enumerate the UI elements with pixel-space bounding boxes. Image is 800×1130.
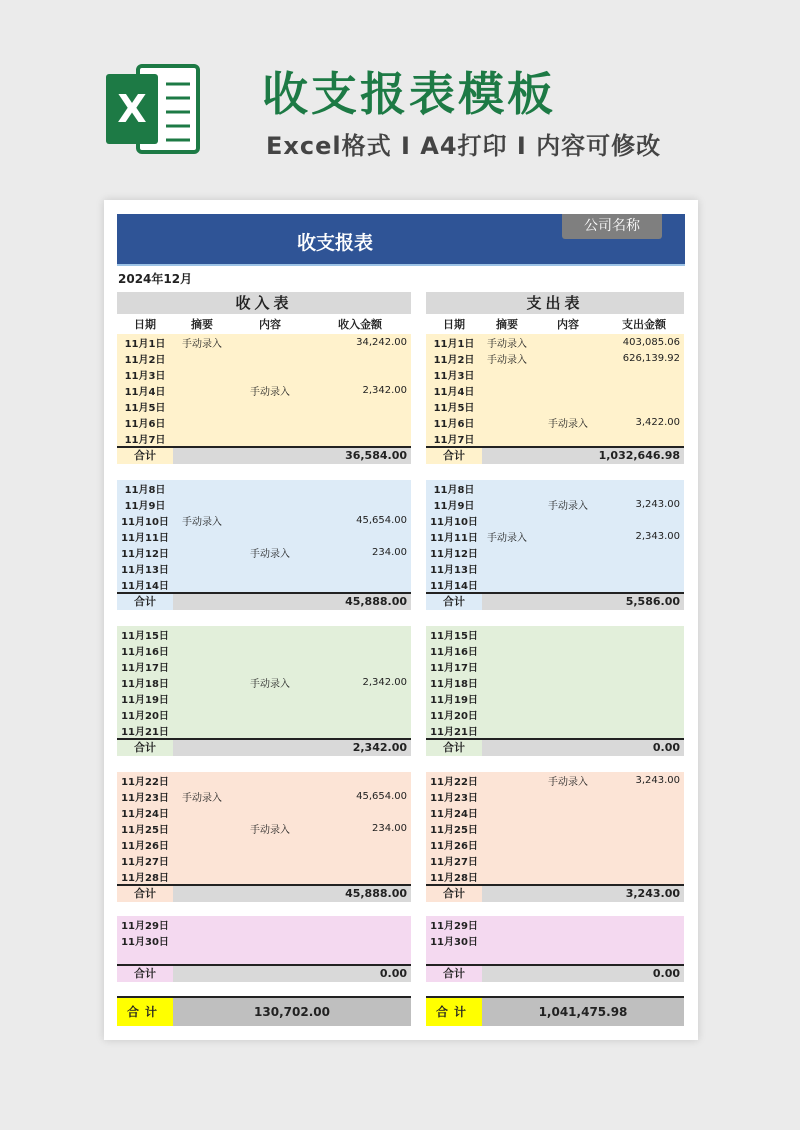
table-row	[117, 932, 411, 948]
table-row	[117, 528, 411, 544]
column-header-expense-amount: 支出金额	[622, 318, 666, 331]
date-cell[interactable]: 11月5日	[124, 402, 166, 414]
table-row	[426, 932, 684, 948]
date-cell[interactable]: 11月16日	[430, 646, 478, 658]
expense-week-rows	[426, 334, 684, 446]
column-header-summary: 摘要	[496, 318, 518, 331]
expense-week-block	[426, 916, 684, 982]
subtotal-label: 合计	[426, 966, 482, 982]
table-row	[117, 544, 411, 560]
table-row	[426, 836, 684, 852]
income-week-rows	[117, 334, 411, 446]
content-cell[interactable]: 手动录入	[548, 776, 588, 788]
date-cell[interactable]: 11月24日	[430, 808, 478, 820]
date-cell[interactable]: 11月15日	[121, 630, 169, 642]
table-row	[117, 916, 411, 932]
subtotal-label: 合计	[117, 448, 173, 464]
income-grand-total-label: 合计	[117, 998, 173, 1026]
table-row	[426, 366, 684, 382]
date-cell[interactable]: 11月3日	[124, 370, 166, 382]
date-cell[interactable]: 11月15日	[430, 630, 478, 642]
amount-cell[interactable]: 3,243.00	[635, 774, 680, 786]
column-header-content: 内容	[259, 318, 281, 331]
income-week-block	[117, 334, 411, 464]
date-cell[interactable]: 11月26日	[121, 840, 169, 852]
table-row	[426, 674, 684, 690]
date-cell[interactable]: 11月1日	[433, 338, 475, 350]
table-row	[117, 788, 411, 804]
table-row	[426, 820, 684, 836]
table-row	[117, 804, 411, 820]
expense-grand-total-label: 合计	[426, 998, 482, 1026]
date-cell[interactable]: 11月4日	[433, 386, 475, 398]
expense-week-block	[426, 626, 684, 756]
date-cell[interactable]: 11月9日	[433, 500, 475, 512]
table-row	[117, 560, 411, 576]
subtotal-value: 3,243.00	[482, 886, 684, 902]
table-row	[426, 382, 684, 398]
date-cell[interactable]: 11月30日	[430, 936, 478, 948]
table-row	[117, 382, 411, 398]
subtotal-value: 0.00	[482, 966, 684, 982]
date-cell[interactable]: 11月30日	[121, 936, 169, 948]
table-row	[426, 804, 684, 820]
summary-cell[interactable]: 手动录入	[487, 338, 527, 350]
summary-cell[interactable]: 手动录入	[487, 354, 527, 366]
income-week-rows	[117, 916, 411, 964]
table-row	[117, 674, 411, 690]
date-cell[interactable]: 11月18日	[121, 678, 169, 690]
subtotal-value: 0.00	[173, 966, 411, 982]
table-row	[117, 576, 411, 592]
date-cell[interactable]: 11月27日	[430, 856, 478, 868]
date-cell[interactable]: 11月21日	[121, 726, 169, 738]
amount-cell[interactable]: 2,343.00	[635, 530, 680, 542]
date-cell[interactable]: 11月17日	[430, 662, 478, 674]
income-grand-total-value: 130,702.00	[173, 998, 411, 1026]
table-row	[426, 626, 684, 642]
table-row	[117, 350, 411, 366]
column-header-summary: 摘要	[191, 318, 213, 331]
table-row	[117, 496, 411, 512]
expense-column-headers	[426, 314, 684, 334]
expense-grand-total	[426, 996, 684, 1026]
date-cell[interactable]: 11月28日	[121, 872, 169, 884]
income-week-rows	[117, 772, 411, 884]
hero-title: 收支报表模板	[262, 67, 556, 121]
table-row	[426, 690, 684, 706]
date-cell[interactable]: 11月29日	[430, 920, 478, 932]
content-cell[interactable]: 手动录入	[250, 678, 290, 690]
column-header-date: 日期	[134, 318, 156, 331]
table-row	[117, 868, 411, 884]
summary-cell[interactable]: 手动录入	[182, 516, 222, 528]
subtotal-label: 合计	[117, 594, 173, 610]
income-week-block	[117, 916, 411, 982]
column-header-content: 内容	[557, 318, 579, 331]
date-cell[interactable]: 11月11日	[121, 532, 169, 544]
table-row	[426, 916, 684, 932]
date-cell[interactable]: 11月13日	[430, 564, 478, 576]
table-row	[426, 334, 684, 350]
date-cell[interactable]: 11月20日	[121, 710, 169, 722]
date-cell[interactable]: 11月14日	[430, 580, 478, 592]
expense-week-subtotal	[426, 592, 684, 610]
content-cell[interactable]: 手动录入	[548, 418, 588, 430]
amount-cell[interactable]: 3,243.00	[635, 498, 680, 510]
date-cell[interactable]: 11月6日	[433, 418, 475, 430]
amount-cell[interactable]: 234.00	[372, 546, 407, 558]
date-cell[interactable]: 11月22日	[430, 776, 478, 788]
income-table	[117, 292, 411, 980]
table-row	[426, 788, 684, 804]
income-week-block	[117, 480, 411, 610]
income-week-subtotal	[117, 964, 411, 982]
expense-table	[426, 292, 684, 980]
income-week-subtotal	[117, 446, 411, 464]
subtotal-label: 合计	[117, 740, 173, 756]
expense-week-subtotal	[426, 446, 684, 464]
table-row	[117, 772, 411, 788]
content-cell[interactable]: 手动录入	[250, 386, 290, 398]
table-row	[117, 626, 411, 642]
expense-week-block	[426, 772, 684, 902]
amount-cell[interactable]: 403,085.06	[622, 336, 680, 348]
expense-week-subtotal	[426, 884, 684, 902]
expense-week-rows	[426, 916, 684, 964]
table-row	[117, 690, 411, 706]
amount-cell[interactable]: 45,654.00	[356, 790, 407, 802]
table-row	[117, 706, 411, 722]
date-cell[interactable]: 11月25日	[121, 824, 169, 836]
subtotal-label: 合计	[426, 886, 482, 902]
income-column-headers	[117, 314, 411, 334]
income-week-subtotal	[117, 592, 411, 610]
summary-cell[interactable]: 手动录入	[182, 792, 222, 804]
table-row	[117, 334, 411, 350]
table-row	[117, 430, 411, 446]
table-row	[426, 430, 684, 446]
table-row	[117, 414, 411, 430]
subtotal-value: 1,032,646.98	[482, 448, 684, 464]
amount-cell[interactable]: 2,342.00	[362, 384, 407, 396]
company-name-tab[interactable]: 公司名称	[562, 214, 662, 239]
subtotal-value: 45,888.00	[173, 886, 411, 902]
amount-cell[interactable]: 34,242.00	[356, 336, 407, 348]
date-cell[interactable]: 11月19日	[121, 694, 169, 706]
table-row	[117, 820, 411, 836]
date-cell[interactable]: 11月8日	[433, 484, 475, 496]
amount-cell[interactable]: 234.00	[372, 822, 407, 834]
date-cell[interactable]: 11月9日	[124, 500, 166, 512]
table-row	[117, 852, 411, 868]
subtotal-label: 合计	[117, 966, 173, 982]
subtotal-value: 45,888.00	[173, 594, 411, 610]
column-header-date: 日期	[443, 318, 465, 331]
table-row	[426, 350, 684, 366]
date-cell[interactable]: 11月24日	[121, 808, 169, 820]
date-cell[interactable]: 11月6日	[124, 418, 166, 430]
income-heading: 收入表	[117, 292, 411, 314]
table-row	[426, 512, 684, 528]
expense-week-rows	[426, 626, 684, 738]
content-cell[interactable]: 手动录入	[548, 500, 588, 512]
subtotal-value: 2,342.00	[173, 740, 411, 756]
report-title-bar	[117, 214, 685, 266]
table-row	[426, 496, 684, 512]
expense-week-rows	[426, 772, 684, 884]
date-cell[interactable]: 11月23日	[430, 792, 478, 804]
date-cell[interactable]: 11月4日	[124, 386, 166, 398]
report-date: 2024年12月	[118, 272, 193, 286]
date-cell[interactable]: 11月21日	[430, 726, 478, 738]
table-row	[117, 722, 411, 738]
content-cell[interactable]: 手动录入	[250, 824, 290, 836]
date-cell[interactable]: 11月28日	[430, 872, 478, 884]
subtotal-label: 合计	[426, 594, 482, 610]
date-cell[interactable]: 11月2日	[124, 354, 166, 366]
table-row	[117, 658, 411, 674]
summary-cell[interactable]: 手动录入	[487, 532, 527, 544]
income-week-subtotal	[117, 738, 411, 756]
date-cell[interactable]: 11月29日	[121, 920, 169, 932]
table-row	[426, 868, 684, 884]
date-cell[interactable]: 11月16日	[121, 646, 169, 658]
expense-week-block	[426, 480, 684, 610]
table-row	[426, 706, 684, 722]
date-cell[interactable]: 11月14日	[121, 580, 169, 592]
date-cell[interactable]: 11月25日	[430, 824, 478, 836]
income-week-rows	[117, 480, 411, 592]
expense-week-subtotal	[426, 738, 684, 756]
date-cell[interactable]: 11月1日	[124, 338, 166, 350]
table-row	[426, 480, 684, 496]
amount-cell[interactable]: 626,139.92	[622, 352, 680, 364]
table-row	[426, 576, 684, 592]
income-week-block	[117, 772, 411, 902]
report-title: 收支报表	[296, 232, 373, 254]
table-row	[426, 560, 684, 576]
expense-week-block	[426, 334, 684, 464]
table-row	[426, 544, 684, 560]
income-grand-total	[117, 996, 411, 1026]
income-week-subtotal	[117, 884, 411, 902]
amount-cell[interactable]: 2,342.00	[362, 676, 407, 688]
date-cell[interactable]: 11月5日	[433, 402, 475, 414]
table-row	[117, 512, 411, 528]
table-row	[426, 772, 684, 788]
date-cell[interactable]: 11月17日	[121, 662, 169, 674]
date-cell[interactable]: 11月19日	[430, 694, 478, 706]
table-row	[426, 948, 684, 964]
excel-icon	[104, 60, 202, 158]
table-row	[426, 414, 684, 430]
table-row	[426, 658, 684, 674]
amount-cell[interactable]: 3,422.00	[635, 416, 680, 428]
date-cell[interactable]: 11月11日	[430, 532, 478, 544]
date-cell[interactable]: 11月10日	[430, 516, 478, 528]
column-header-income-amount: 收入金额	[338, 318, 382, 331]
date-cell[interactable]: 11月7日	[124, 434, 166, 446]
date-cell[interactable]: 11月22日	[121, 776, 169, 788]
date-cell[interactable]: 11月10日	[121, 516, 169, 528]
date-cell[interactable]: 11月2日	[433, 354, 475, 366]
table-row	[117, 642, 411, 658]
table-row	[117, 398, 411, 414]
table-row	[426, 852, 684, 868]
date-cell[interactable]: 11月3日	[433, 370, 475, 382]
expense-heading: 支出表	[426, 292, 684, 314]
subtotal-label: 合计	[426, 740, 482, 756]
date-cell[interactable]: 11月18日	[430, 678, 478, 690]
expense-week-subtotal	[426, 964, 684, 982]
subtotal-value: 36,584.00	[173, 448, 411, 464]
table-row	[426, 528, 684, 544]
expense-grand-total-value: 1,041,475.98	[482, 998, 684, 1026]
date-cell[interactable]: 11月7日	[433, 434, 475, 446]
table-row	[117, 366, 411, 382]
date-cell[interactable]: 11月27日	[121, 856, 169, 868]
subtotal-value: 0.00	[482, 740, 684, 756]
income-week-rows	[117, 626, 411, 738]
table-row	[117, 948, 411, 964]
content-cell[interactable]: 手动录入	[250, 548, 290, 560]
subtotal-label: 合计	[426, 448, 482, 464]
table-row	[117, 480, 411, 496]
table-row	[117, 836, 411, 852]
date-cell[interactable]: 11月20日	[430, 710, 478, 722]
table-row	[426, 722, 684, 738]
hero-subtitle: Excel格式 I A4打印 I 内容可修改	[266, 132, 662, 160]
table-row	[426, 642, 684, 658]
subtotal-value: 5,586.00	[482, 594, 684, 610]
date-cell[interactable]: 11月8日	[124, 484, 166, 496]
excel-logo-letter: X	[117, 87, 147, 131]
table-row	[426, 398, 684, 414]
date-cell[interactable]: 11月26日	[430, 840, 478, 852]
report-sheet	[104, 200, 698, 1040]
subtotal-label: 合计	[117, 886, 173, 902]
expense-week-rows	[426, 480, 684, 592]
income-week-block	[117, 626, 411, 756]
date-cell[interactable]: 11月13日	[121, 564, 169, 576]
date-cell[interactable]: 11月12日	[430, 548, 478, 560]
date-cell[interactable]: 11月23日	[121, 792, 169, 804]
date-cell[interactable]: 11月12日	[121, 548, 169, 560]
summary-cell[interactable]: 手动录入	[182, 338, 222, 350]
amount-cell[interactable]: 45,654.00	[356, 514, 407, 526]
